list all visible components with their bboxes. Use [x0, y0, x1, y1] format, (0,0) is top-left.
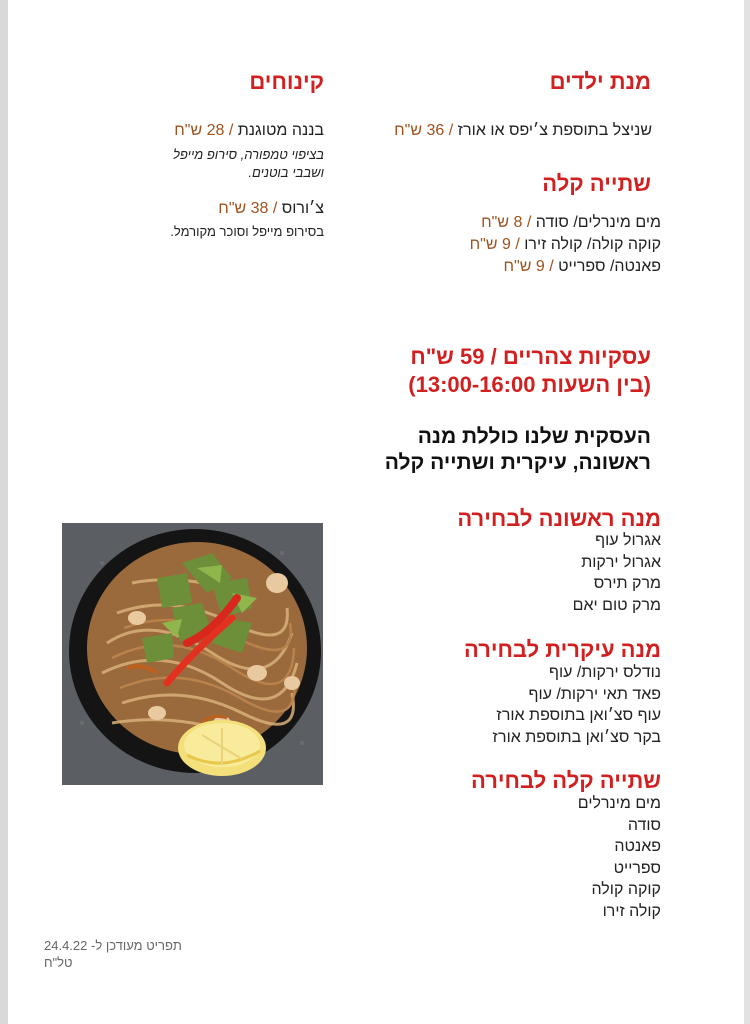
- list-item: עוף סצ׳ואן בתוספת אורז: [496, 707, 661, 724]
- list-item: פאנטה: [614, 838, 661, 855]
- list-item: מרק תירס: [593, 575, 661, 592]
- list-item: נודלס ירקות/ עוף: [548, 664, 661, 681]
- dessert-desc-2: בסירופ מייפל וסוכר מקורמל.: [170, 224, 324, 239]
- list-item: בקר סצ׳ואן בתוספת אורז: [492, 728, 661, 746]
- list-item: פאנטה/ ספרייט / 9 ש"ח: [503, 258, 661, 275]
- list-item: ספרייט: [613, 859, 661, 877]
- drink-choice-list: [578, 793, 661, 922]
- dessert-item-2: צ׳ורוס / 38 ש"ח: [218, 200, 324, 217]
- lunch-header: עסקיות צהריים / 59 ש"ח (בין השעות 13:00-16:00): [408, 344, 651, 397]
- lunch-description: [385, 424, 651, 476]
- list-item: מים מינרלים: [577, 795, 661, 812]
- footer-update-date: תפריט מעודכן ל- 24.4.22: [44, 938, 182, 953]
- dessert-item-1: בננה מטוגנת / 28 ש"ח: [174, 122, 324, 139]
- dessert-name: צ׳ורוס: [281, 200, 324, 217]
- list-item: סודה: [627, 816, 661, 834]
- noodle-bowl-photo: [62, 523, 323, 785]
- list-item: קוקה קולה: [591, 881, 661, 898]
- kids-item-line: שניצל בתוספת צ׳יפס או אורז / 36 ש"ח: [394, 122, 652, 139]
- lunch-title: עסקיות צהריים: [502, 344, 651, 369]
- dessert-desc-1: [173, 146, 324, 182]
- list-item: אגרול עוף: [595, 532, 661, 549]
- lunch-hours: (בין השעות 13:00-16:00): [408, 372, 651, 397]
- main-course-title: מנה עיקרית לבחירה: [464, 637, 661, 662]
- page-edge-left: [0, 0, 8, 1024]
- list-item: אגרול ירקות: [581, 553, 661, 571]
- main-course-list: [493, 662, 661, 748]
- light-drinks-title: שתייה קלה: [542, 171, 651, 196]
- list-item: פאד תאי ירקות/ עוף: [528, 685, 661, 703]
- page-edge-right: [744, 0, 750, 1024]
- dessert-desc-line: בציפוי טמפורה, סירופ מייפל: [172, 147, 324, 162]
- list-item: מרק טום יאם: [572, 596, 661, 614]
- desserts-title: קינוחים: [249, 69, 324, 94]
- kids-item-name: שניצל בתוספת צ׳יפס או אורז: [457, 122, 652, 139]
- list-item: קוקה קולה/ קולה זירו / 9 ש"ח: [469, 236, 661, 253]
- kids-item-price: 36 ש"ח: [394, 122, 445, 139]
- dessert-price: 28 ש"ח: [174, 122, 225, 139]
- first-course-title: מנה ראשונה לבחירה: [457, 506, 661, 531]
- lunch-desc-line: ראשונה, עיקרית ושתייה קלה: [384, 451, 651, 474]
- list-item: קולה זירו: [602, 902, 661, 920]
- first-course-list: [573, 530, 661, 616]
- dessert-desc-line: ושבבי בוטנים.: [248, 165, 324, 180]
- noodle-bowl-illustration: [62, 523, 323, 785]
- list-item: מים מינרלים/ סודה / 8 ש"ח: [481, 214, 661, 231]
- lunch-desc-line: העסקית שלנו כוללת מנה: [417, 425, 651, 448]
- dessert-name: בננה מטוגנת: [237, 122, 324, 139]
- footer-disclaimer: טל"ח: [44, 955, 73, 970]
- drink-choice-title: שתייה קלה לבחירה: [471, 768, 661, 793]
- footer-note: [44, 937, 182, 971]
- kids-title: מנת ילדים: [549, 69, 651, 94]
- dessert-price: 38 ש"ח: [218, 200, 269, 217]
- light-drinks-list: [470, 212, 661, 278]
- lunch-price: 59 ש"ח: [410, 344, 485, 369]
